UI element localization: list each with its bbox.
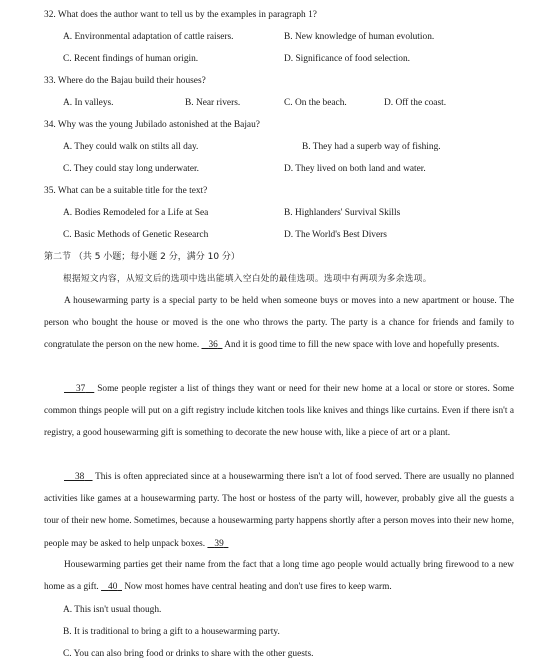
section-instruction: 根据短文内容，从短文后的选项中选出能填入空白处的最佳选项。选项中有两项为多余选项。 (63, 274, 432, 284)
option: A. Environmental adaptation of cattle raisers. (63, 32, 234, 42)
paragraph-text: This is often appreciated since at a housewarming there isn't a lot of food served. There are usually no planned activities like games at a housewarming party. The host or hostess of the party will, however, probably give all the guests a tour of their new home. Sometimes, because a housewarming party happens shortly after a person moves into their new home, people may be asked to help unpack boxes. (44, 472, 514, 549)
option: B. Near rivers. (185, 98, 241, 108)
answer-option: A. This isn't usual though. (63, 605, 162, 615)
answer-blank-37: 37 (75, 384, 86, 394)
question-stem: 35. What can be a suitable title for the text? (44, 186, 208, 196)
option: A. In valleys. (63, 98, 114, 108)
option: C. Basic Methods of Genetic Research (63, 230, 209, 240)
option: B. Highlanders' Survival Skills (284, 208, 401, 218)
paragraph-text: Now most homes have central heating and don't use fires to keep warm. (122, 582, 392, 593)
question-stem: 33. Where do the Bajau build their houses? (44, 76, 206, 86)
option: B. New knowledge of human evolution. (284, 32, 435, 42)
answer-blank-39: 39 (214, 538, 224, 549)
passage-paragraph (44, 466, 514, 555)
answer-blank-38: 38 (74, 472, 85, 482)
passage-paragraph (44, 554, 514, 598)
question-stem: 34. Why was the young Jubilado astonished at the Bajau? (44, 120, 260, 130)
paragraph-text: A housewarming party is a special party to be held when someone buys or moves into a new apartment or house. The person who bought the house or moved is the one who throws the party. The party is a chance for friends and family to congratulate the person on the new home. (44, 296, 514, 351)
paragraph-text: Housewarming parties get their name from the fact that a long time ago people would actually bring firewood to a new home as a gift. (44, 560, 514, 593)
answer-blank-36: 36 (208, 340, 218, 351)
passage-paragraph (44, 378, 514, 445)
paragraph-text: Some people register a list of things they want or need for their new home at a local or store or stores. Some common things people will put on a gift registry include kitchen tools like knives and things like curtains. Even if there isn't a registry, a good housewarming gift is something to decorate the new house with, like a piece of art or a plant. (44, 384, 514, 439)
option: B. They had a superb way of fishing. (302, 142, 441, 152)
paragraph-text: And it is good time to fill the new space with love and hopefully presents. (222, 340, 500, 351)
answer-option: B. It is traditional to bring a gift to a housewarming party. (63, 627, 280, 637)
option: A. Bodies Remodeled for a Life at Sea (63, 208, 209, 218)
option: C. They could stay long underwater. (63, 164, 199, 174)
option: C. On the beach. (284, 98, 347, 108)
answer-option: C. You can also bring food or drinks to share with the other guests. (63, 649, 314, 659)
option: A. They could walk on stilts all day. (63, 142, 199, 152)
option: D. Off the coast. (384, 98, 447, 108)
option: D. They lived on both land and water. (284, 164, 426, 174)
answer-blank-40: 40 (108, 582, 118, 593)
question-stem: 32. What does the author want to tell us by the examples in paragraph 1? (44, 10, 317, 20)
option: D. The World's Best Divers (284, 230, 387, 240)
option: D. Significance of food selection. (284, 54, 411, 64)
passage-paragraph (44, 290, 514, 357)
section-heading: 第二节 （共 5 小题；每小题 2 分，满分 10 分） (44, 252, 240, 262)
option: C. Recent findings of human origin. (63, 54, 199, 64)
